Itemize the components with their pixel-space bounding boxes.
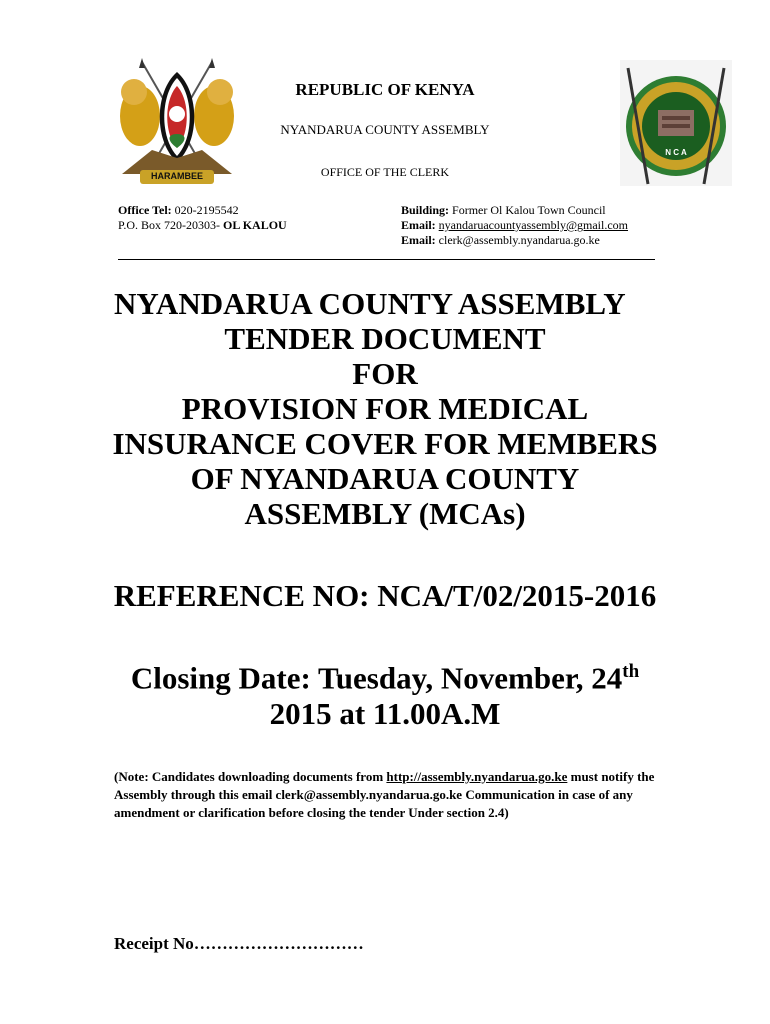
building-value: Former Ol Kalou Town Council xyxy=(449,203,606,217)
title-line-5: INSURANCE COVER FOR MEMBERS xyxy=(112,426,658,461)
office-tel-label: Office Tel: xyxy=(118,203,172,217)
closing-prefix: Closing Date: Tuesday, November, 24 xyxy=(130,660,623,696)
closing-date xyxy=(100,654,670,732)
closing-line-1 xyxy=(100,654,670,696)
document-title xyxy=(70,286,700,531)
email2-value: clerk@assembly.nyandarua.go.ke xyxy=(438,233,600,247)
closing-superscript: th xyxy=(622,661,640,682)
title-line-3: FOR xyxy=(352,356,418,391)
closing-line-2: 2015 at 11.00A.M xyxy=(269,696,501,732)
receipt-number: Receipt No………………………… xyxy=(114,934,364,953)
left-contact-block xyxy=(118,203,287,233)
email2-label: Email: xyxy=(401,233,439,247)
motto-text: HARAMBEE xyxy=(150,171,203,181)
title-line-1: NYANDARUA COUNTY ASSEMBLY xyxy=(114,286,626,321)
po-box-town: OL KALOU xyxy=(223,218,287,232)
office-tel-value: 020-2195542 xyxy=(171,203,239,217)
email2-line xyxy=(401,233,628,248)
email1-link[interactable]: nyandaruacountyassembly@gmail.com xyxy=(438,218,629,232)
note-part-1: (Note: Candidates downloading documents from xyxy=(114,769,387,784)
title-line-6: OF NYANDARUA COUNTY xyxy=(190,461,580,496)
title-line-7: ASSEMBLY (MCAs) xyxy=(244,496,526,531)
seal-base-text: N C A xyxy=(665,148,687,157)
header-divider xyxy=(118,259,655,260)
assembly-heading: NYANDARUA COUNTY ASSEMBLY xyxy=(280,122,490,137)
title-line-4: PROVISION FOR MEDICAL xyxy=(181,391,589,426)
email1-line xyxy=(401,218,628,233)
note-paragraph xyxy=(114,768,659,822)
note-link[interactable]: http://assembly.nyandarua.go.ke xyxy=(386,769,568,784)
po-box-value: P.O. Box 720-20303- xyxy=(118,218,224,232)
title-line-2: TENDER DOCUMENT xyxy=(224,321,546,356)
building-line xyxy=(401,203,628,218)
office-heading: OFFICE OF THE CLERK xyxy=(320,165,450,179)
building-label: Building: xyxy=(401,203,450,217)
po-box-line xyxy=(118,218,287,233)
right-contact-block xyxy=(401,203,628,248)
email1-label: Email: xyxy=(401,218,439,232)
republic-heading: REPUBLIC OF KENYA xyxy=(295,80,475,99)
office-tel-line xyxy=(118,203,287,218)
reference-number: REFERENCE NO: NCA/T/02/2015-2016 xyxy=(113,578,657,613)
note-part-2: must notify the Assembly through this email clerk@assembly.nyandarua.go.ke Communication in case of any amendment or clarification before closing the tender Under section 2.4) xyxy=(114,769,655,820)
